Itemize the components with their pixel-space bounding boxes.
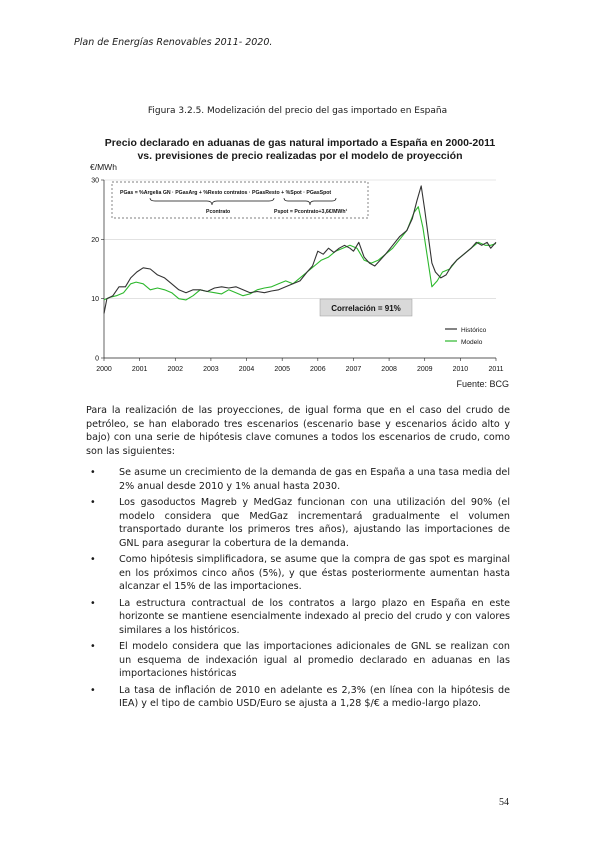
running-header: Plan de Energías Renovables 2011- 2020. xyxy=(74,37,273,48)
bullet-marker: • xyxy=(90,497,96,508)
bullet-marker: • xyxy=(90,597,96,609)
intro-paragraph: Para la realización de las proyecciones, de igual forma que en el caso del crudo de petróleo, se han elaborado tres escenarios (escenario base y escenarios ácido alto y bajo) con una serie de hipótesis clave comunes a todos los escenarios de crudo, como son las siguientes: xyxy=(86,405,510,457)
list-item xyxy=(86,684,510,711)
formula-pspot: Pspot = Pcontrato+3,6€/MWh¹ xyxy=(274,209,348,215)
series-line-modelo xyxy=(104,207,496,300)
chart-title-line1: Precio declarado en aduanas de gas natural importado a España en 2000-2011 xyxy=(104,137,496,149)
list-item xyxy=(86,597,510,638)
hypotheses-list xyxy=(86,466,510,714)
list-item-text: La tasa de inflación de 2010 en adelante es 2,3% (en línea con la hipótesis de IEA) y el tipo de cambio USD/Euro se ajusta a 1,28 $/€ a medio-largo plazo. xyxy=(119,684,510,709)
y-tick-labels xyxy=(91,178,99,363)
figure-source: Fuente: BCG xyxy=(456,379,509,389)
x-tick-label: 2009 xyxy=(416,366,433,373)
x-tick-label: 2006 xyxy=(310,366,326,373)
x-tick-label: 2001 xyxy=(131,366,148,373)
x-tick-label: 2003 xyxy=(203,366,219,373)
x-tick-label: 2002 xyxy=(167,366,184,373)
list-item-text: El modelo considera que las importaciones adicionales de GNL se realizan con un esquema de indexación igual al promedio declarado en aduanas en las importaciones históricas xyxy=(119,641,510,679)
x-tick-label: 2008 xyxy=(381,366,397,373)
list-item-text: Se asume un crecimiento de la demanda de gas en España a una tasa media del 2% anual desde 2010 y 1% anual hasta 2030. xyxy=(119,467,510,492)
formula-main: PGas = %Argelia GN · PGasArg + %Resto contratos · PGasResto + %Spot · PGasSpot xyxy=(120,190,332,196)
legend-label-modelo: Modelo xyxy=(461,339,483,346)
list-item xyxy=(86,466,510,493)
price-chart xyxy=(88,172,518,378)
list-item xyxy=(86,496,510,550)
y-tick-label: 0 xyxy=(95,355,99,363)
x-tick-label: 2000 xyxy=(96,366,112,373)
y-axis-label: €/MWh xyxy=(90,162,117,172)
correlation-label: Correlación = 91% xyxy=(331,304,401,313)
list-item xyxy=(86,553,510,594)
figure-caption: Figura 3.2.5. Modelización del precio del gas importado en España xyxy=(147,106,448,116)
legend-label-historico: Histórico xyxy=(461,327,487,334)
x-tick-label: 2011 xyxy=(488,366,504,373)
x-tick-label: 2007 xyxy=(345,366,362,373)
bullet-marker: • xyxy=(90,641,96,652)
chart-title xyxy=(60,137,540,162)
bullet-marker: • xyxy=(90,684,96,696)
list-item-text: Como hipótesis simplificadora, se asume que la compra de gas spot es marginal en los próximos cinco años (5%), y que éstas posteriormente aumentan hasta alcanzar el 15% de las importaciones. xyxy=(119,554,510,592)
x-tick-label: 2010 xyxy=(452,366,469,373)
x-tick-label: 2005 xyxy=(274,366,290,373)
list-item-text: Los gasoductos Magreb y MedGaz funcionan con una utilización del 90% (el modelo considera que MedGaz incrementará gradualmente el volumen transportado durante los primeros tres años), ajustando las importaciones de GNL para asegurar la cobertura de la demanda. xyxy=(119,497,510,549)
x-tick-labels xyxy=(96,366,503,373)
formula-box xyxy=(112,182,368,218)
list-item xyxy=(86,640,510,681)
correlation-box xyxy=(320,299,412,316)
chart-legend xyxy=(445,327,487,346)
y-tick-label: 10 xyxy=(91,296,99,304)
bullet-marker: • xyxy=(90,554,96,565)
y-tick-label: 30 xyxy=(91,177,99,185)
page-number: 54 xyxy=(499,797,509,808)
chart-title-line2: vs. previsiones de precio realizadas por el modelo de proyección xyxy=(137,149,463,162)
bullet-marker: • xyxy=(90,467,96,478)
y-tick-label: 20 xyxy=(91,236,99,244)
x-tick-label: 2004 xyxy=(238,366,255,373)
list-item-text: La estructura contractual de los contratos a largo plazo en España en este horizonte se mantiene esencialmente indexado al precio del crudo y con valores similares a los históricos. xyxy=(119,597,510,636)
formula-pcontrato: Pcontrato xyxy=(206,209,231,215)
